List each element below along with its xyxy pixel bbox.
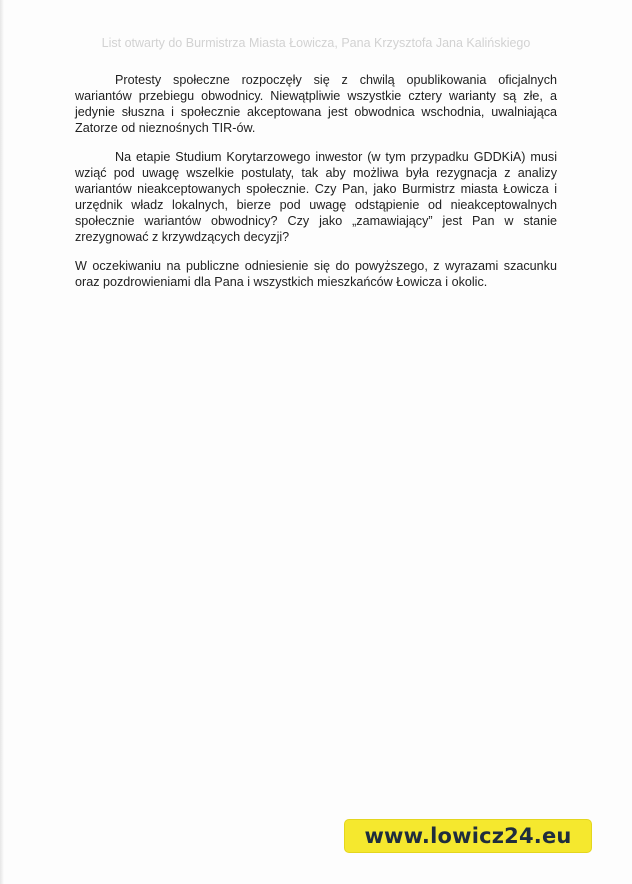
paragraph-closing: W oczekiwaniu na publiczne odniesienie się do powyższego, z wyrazami szacunku oraz pozdrowieniami dla Pana i wszystkich mieszkańców Łowicza i okolic. (75, 259, 557, 289)
faded-header-text: List otwarty do Burmistrza Miasta Łowicza, Pana Krzysztofa Jana Kalińskiego (101, 36, 531, 50)
paragraph-corridor-study: Na etapie Studium Korytarzowego inwestor (w tym przypadku GDDKiA) musi wziąć pod uwagę wszelkie postulaty, tak aby możliwa była rezygnacja z analizy wariantów nieakceptowanych społecznie. Czy Pan, jako Burmistrz miasta Łowicza i urzędnik władz lokalnych, bierze pod uwagę odstąpienie od nieakceptowalnych społecznie wariantów obwodnicy? Czy jako „zamawiający” jest Pan w stanie zrezygnować z krzywdzących decyzji? (75, 150, 557, 244)
watermark-text: www.lowicz24.eu (364, 824, 572, 848)
site-watermark-badge (344, 819, 592, 853)
letter-body (75, 72, 557, 303)
paragraph-protests: Protesty społeczne rozpoczęły się z chwilą opublikowania oficjalnych wariantów przebiegu obwodnicy. Niewątpliwie wszystkie cztery warianty są złe, a jedynie słuszna i społecznie akceptowana jest obwodnica wschodnia, uwalniająca Zatorze od nieznośnych TIR-ów. (75, 73, 557, 135)
page-edge-shadow (0, 0, 4, 884)
